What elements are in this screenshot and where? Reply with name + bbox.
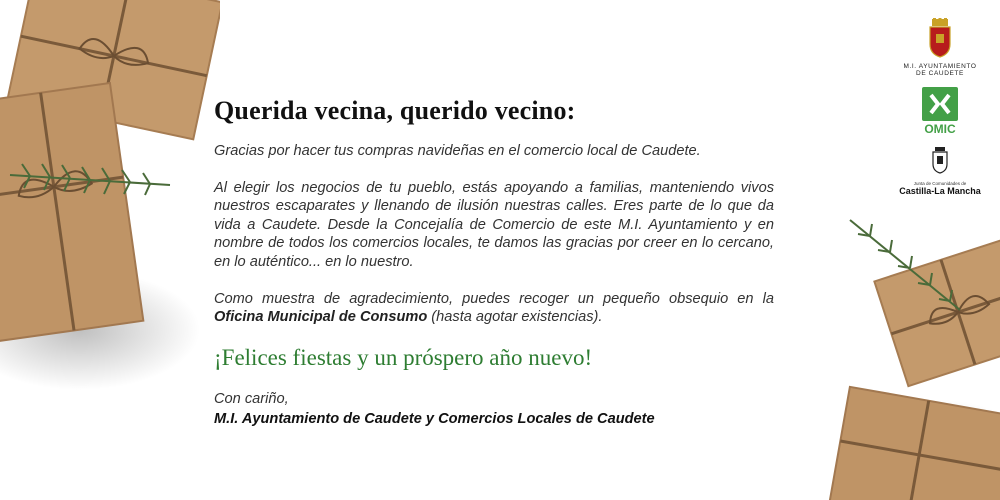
thanks-paragraph: Gracias por hacer tus compras navideñas en el comercio local de Caudete.	[214, 143, 701, 159]
gift-paragraph-text-start: Como muestra de agradecimiento, puedes recoger un pequeño obsequio en la	[214, 290, 774, 307]
jccm-caption: Castilla-La Mancha	[899, 186, 981, 196]
omic-label: OMIC	[924, 122, 956, 136]
gift-boxes-left-decoration	[0, 0, 220, 500]
greeting-heading: Querida vecina, querido vecino:	[214, 96, 576, 125]
omic-logo	[890, 87, 990, 136]
gift-paragraph	[214, 290, 774, 327]
jccm-caption-small: Junta de Comunidades de	[913, 181, 967, 186]
holiday-wishes: ¡Felices fiestas y un próspero año nuevo!	[214, 344, 593, 370]
closing-text: Con cariño,	[214, 390, 289, 407]
jccm-logo	[890, 146, 990, 196]
support-paragraph: Al elegir los negocios de tu pueblo, estás apoyando a familias, manteniendo vivos nuestros escaparates y llenando de ilusión nuestras calles. Eres parte de lo que da vida a Caudete. Desde la Concejalía de Comercio de este M.I. Ayuntamiento y en nombre de todos los comercios locales, te damos las gracias por creer en lo cercano, en lo auténtico... en lo nuestro.	[214, 179, 774, 270]
ayuntamiento-caption-line1: M.I. AYUNTAMIENTO	[903, 63, 977, 70]
letter-body	[214, 96, 774, 429]
castilla-la-mancha-emblem-icon	[931, 146, 949, 174]
gift-boxes-right-decoration	[810, 200, 1000, 500]
caudete-coat-of-arms-icon	[927, 18, 953, 58]
omic-logo-icon	[922, 87, 958, 121]
ayuntamiento-logo	[890, 18, 990, 77]
gift-paragraph-text-end: (hasta agotar existencias).	[427, 309, 603, 326]
logos-column	[890, 18, 990, 206]
office-name: Oficina Municipal de Consumo	[214, 309, 428, 326]
ayuntamiento-caption-line2: DE CAUDETE	[916, 70, 964, 77]
signature: M.I. Ayuntamiento de Caudete y Comercios Locales de Caudete	[214, 410, 655, 427]
